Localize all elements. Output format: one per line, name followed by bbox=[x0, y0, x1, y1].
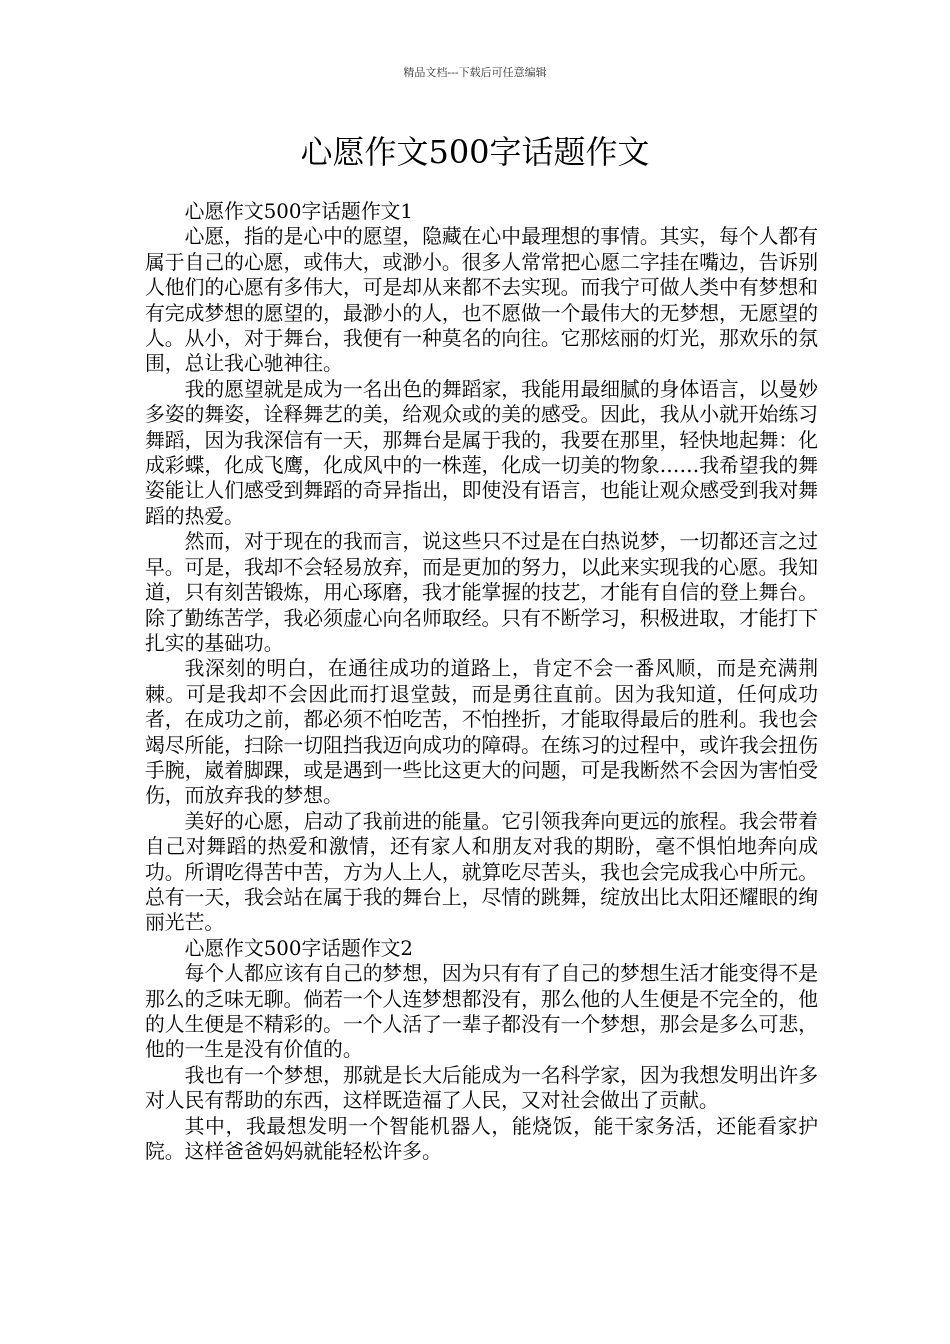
document-body bbox=[145, 199, 818, 1164]
paragraph: 然而，对于现在的我而言，说这些只不过是在白热说梦，一切都还言之过早。可是，我却不会轻易放弃，而是更加的努力，以此来实现我的心愿。我知道，只有刻苦锻炼，用心琢磨，我才能掌握的技艺，才能有自信的登上舞台。除了勤练苦学，我必须虚心向名师取经。只有不断学习，积极进取，才能打下扎实的基础功。 bbox=[145, 530, 818, 655]
paragraph: 其中，我最想发明一个智能机器人，能烧饭，能干家务活，还能看家护院。这样爸爸妈妈就能轻松许多。 bbox=[145, 1114, 818, 1164]
document-title: 心愿作文500字话题作文 bbox=[300, 133, 650, 171]
section-heading-2: 心愿作文500字话题作文2 bbox=[184, 936, 413, 960]
paragraph: 我深刻的明白，在通往成功的道路上，肯定不会一番风顺，而是充满荆棘。可是我却不会因此而打退堂鼓，而是勇往直前。因为我知道，任何成功者，在成功之前，都必须不怕吃苦，不怕挫折，才能取得最后的胜利。我也会竭尽所能，扫除一切阻挡我迈向成功的障碍。在练习的过程中，或许我会扭伤手腕，崴着脚踝，或是遇到一些比这更大的问题，可是我断然不会因为害怕受伤，而放弃我的梦想。 bbox=[145, 657, 818, 808]
paragraph: 美好的心愿，启动了我前进的能量。它引领我奔向更远的旅程。我会带着自己对舞蹈的热爱和激情，还有家人和朋友对我的期盼，毫不惧怕地奔向成功。所谓吃得苦中苦，方为人上人，就算吃尽苦头，我也会完成我心中所元。总有一天，我会站在属于我的舞台上，尽情的跳舞，绽放出比太阳还耀眼的绚丽光芒。 bbox=[145, 809, 818, 935]
section-heading-1: 心愿作文500字话题作文1 bbox=[184, 200, 413, 223]
paragraph: 我的愿望就是成为一名出色的舞蹈家，我能用最细腻的身体语言，以曼妙多姿的舞姿，诠释舞艺的美，给观众或的美的感受。因此，我从小就开始练习舞蹈，因为我深信有一天，那舞台是属于我的，我要在那里，轻快地起舞：化成彩蝶，化成飞鹰，化成风中的一株莲，化成一切美的物象……我希望我的舞姿能让人们感受到舞蹈的奇异指出，即使没有语言，也能让观众感受到我对舞蹈的热爱。 bbox=[145, 377, 818, 528]
header-note: 精品文档---下载后可任意编辑 bbox=[403, 66, 547, 79]
paragraph: 心愿，指的是心中的愿望，隐藏在心中最理想的事情。其实，每个人都有属于自己的心愿，或伟大，或渺小。很多人常常把心愿二字挂在嘴边，告诉别人他们的心愿有多伟大，可是却从来都不去实现。而我宁可做人类中有梦想和有完成梦想的愿望的，最渺小的人，也不愿做一个最伟大的无梦想，无愿望的人。从小，对于舞台，我便有一种莫名的向往。它那炫丽的灯光，那欢乐的氛围，总让我心驰神往。 bbox=[145, 225, 818, 376]
paragraph: 我也有一个梦想，那就是长大后能成为一名科学家，因为我想发明出许多对人民有帮助的东西，这样既造福了人民，又对社会做出了贡献。 bbox=[145, 1063, 818, 1113]
paragraph: 每个人都应该有自己的梦想，因为只有有了自己的梦想生活才能变得不是那么的乏味无聊。倘若一个人连梦想都没有，那么他的人生便是不完全的，他的人生便是不精彩的。一个人活了一辈子都没有一个梦想，那会是多么可悲，他的一生是没有价值的。 bbox=[145, 962, 818, 1062]
